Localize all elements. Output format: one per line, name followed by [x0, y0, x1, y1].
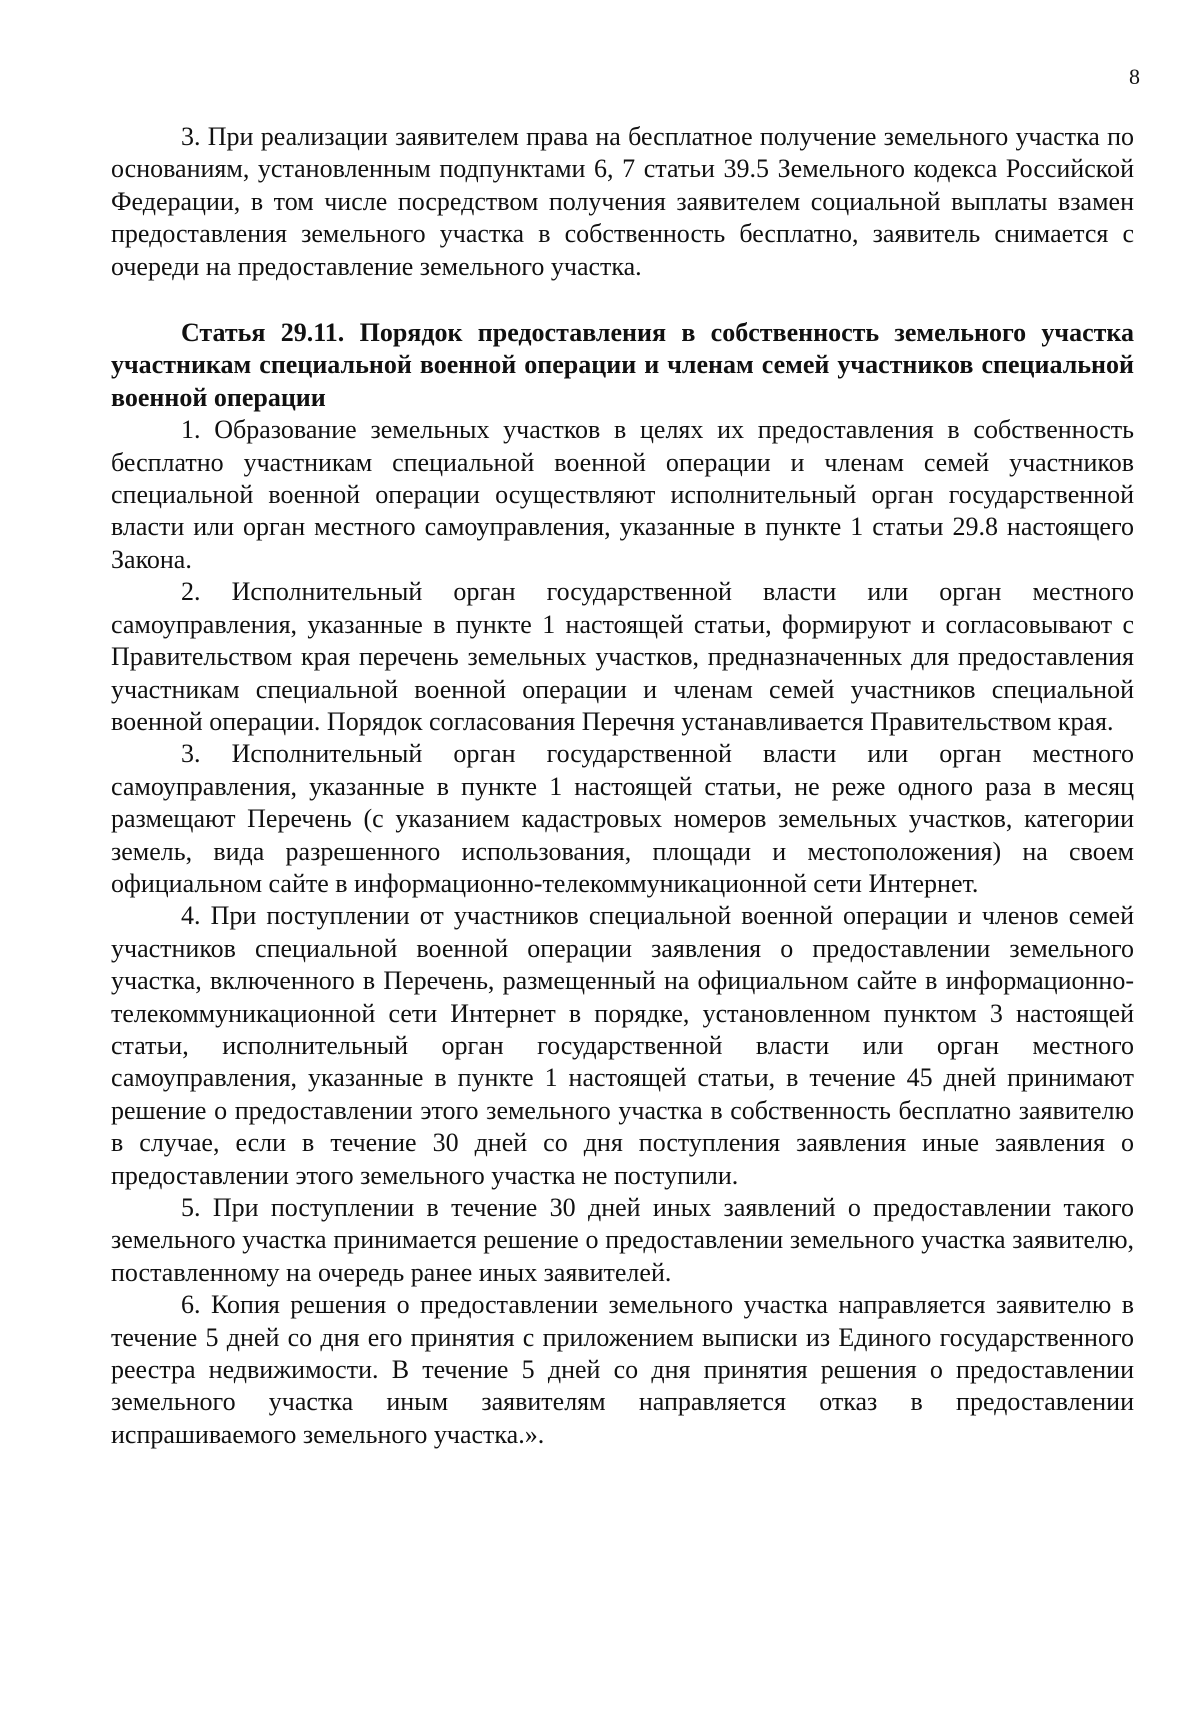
paragraph-1: 1. Образование земельных участков в целях их предоставления в собственность бесплатно участникам специальной военной операции и членам семей участников специальной военной операции осуществляют исполнительный орган государственной власти или орган местного самоуправления, указанные в пункте 1 статьи 29.8 настоящего Закона. [111, 415, 1134, 574]
paragraph-4: 4. При поступлении от участников специальной военной операции и членов семей участников специальной военной операции заявления о предоставлении земельного участка, включенного в Перечень, размещенный на официальном сайте в информационно-телекоммуникационной сети Интернет в порядке, установленном пунктом 3 настоящей статьи, исполнительный орган государственной власти или орган местного самоуправления, указанные в пункте 1 настоящей статьи, в течение 45 дней принимают решение о предоставлении этого земельного участка в собственность бесплатно заявителю в случае, если в течение 30 дней со дня поступления заявления иные заявления о предоставлении этого земельного участка не поступили. [111, 901, 1134, 1190]
article-heading: Статья 29.11. Порядок предоставления в собственность земельного участка участникам специальной военной операции и членам семей участников специальной военной операции [111, 318, 1134, 412]
paragraph-5: 5. При поступлении в течение 30 дней иных заявлений о предоставлении такого земельного участка принимается решение о предоставлении земельного участка заявителю, поставленному на очередь ранее иных заявителей. [111, 1193, 1134, 1287]
paragraph-2: 2. Исполнительный орган государственной власти или орган местного самоуправления, указанные в пункте 1 настоящей статьи, формируют и согласовывают с Правительством края перечень земельных участков, предназначенных для предоставления участникам специальной военной операции и членам семей участников специальной военной операции. Порядок согласования Перечня устанавливается Правительством края. [111, 577, 1134, 736]
paragraph-3: 3. Исполнительный орган государственной власти или орган местного самоуправления, указанные в пункте 1 настоящей статьи, не реже одного раза в месяц размещают Перечень (с указанием кадастровых номеров земельных участков, категории земель, вида разрешенного использования, площади и местоположения) на своем официальном сайте в информационно-телекоммуникационной сети Интернет. [111, 739, 1134, 898]
section-spacer [111, 283, 1134, 317]
paragraph-6: 6. Копия решения о предоставлении земельного участка направляется заявителю в течение 5 дней со дня его принятия с приложением выписки из Единого государственного реестра недвижимости. В течение 5 дней со дня принятия решения о предоставлении земельного участка иным заявителям направляется отказ в предоставлении испрашиваемого земельного участка.». [111, 1290, 1134, 1449]
document-body [111, 121, 1134, 1451]
intro-paragraph: 3. При реализации заявителем права на бесплатное получение земельного участка по основаниям, установленным подпунктами 6, 7 статьи 39.5 Земельного кодекса Российской Федерации, в том числе посредством получения заявителем социальной выплаты взамен предоставления земельного участка в собственность бесплатно, заявитель снимается с очереди на предоставление земельного участка. [111, 122, 1134, 281]
page-number: 8 [1129, 64, 1140, 89]
